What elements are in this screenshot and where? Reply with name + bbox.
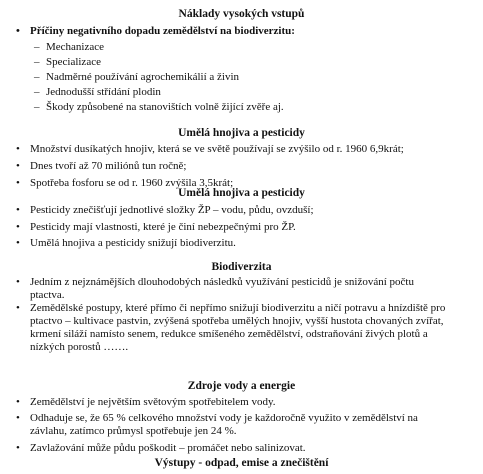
dash-icon: – xyxy=(34,71,40,83)
bullet-icon: • xyxy=(16,302,20,314)
list-item xyxy=(16,143,470,156)
list-item xyxy=(16,442,470,455)
item-text: Nadměrné používání agrochemikálií a živin xyxy=(46,71,240,83)
item-text: Jedním z nejznámějších dlouhodobých následků využívání pesticidů je snižování počtu ptactva. xyxy=(30,276,414,301)
item-text: Škody způsobené na stanovištích volně žijící zvěře aj. xyxy=(46,101,284,113)
sub-list-item xyxy=(34,86,466,99)
item-text: Pesticidy mají vlastnosti, které je činí nebezpečnými pro ŽP. xyxy=(30,221,296,233)
dash-icon: – xyxy=(34,41,40,53)
list-item xyxy=(16,412,450,438)
bullet-icon: • xyxy=(16,396,20,408)
sub-list-item xyxy=(34,101,466,114)
item-text: Zavlažování může půdu poškodit – promáčet nebo salinizovat. xyxy=(30,442,306,454)
item-text: Spotřeba fosforu se od r. 1960 zvýšila 3,5krát; xyxy=(30,177,234,189)
section-title-biodiverzita: Biodiverzita xyxy=(211,261,272,273)
section-title-naklady: Náklady vysokých vstupů xyxy=(178,8,305,20)
bullet-icon: • xyxy=(16,177,20,189)
dash-icon: – xyxy=(34,101,40,113)
list-item xyxy=(16,160,470,173)
bullet-icon: • xyxy=(16,160,20,172)
list-item xyxy=(16,204,470,217)
item-text: Mechanizace xyxy=(46,41,105,53)
section-title-hnojiva: Umělá hnojiva a pesticidy xyxy=(178,127,305,139)
sub-list-item xyxy=(34,41,466,54)
item-text: Specializace xyxy=(46,56,101,68)
list-item xyxy=(16,302,450,354)
item-text: Množství dusíkatých hnojiv, která se ve světě používají se zvýšilo od r. 1960 6,9krát; xyxy=(30,143,404,155)
sub-list-item xyxy=(34,71,466,84)
item-text: Odhaduje se, že 65 % celkového množství vody je každoročně využito v zemědělství na závlahu, zatímco průmysl spotřebuje jen 24 %. xyxy=(30,412,418,437)
bullet-icon: • xyxy=(16,412,20,424)
section-title-zdroje: Zdroje vody a energie xyxy=(187,380,296,392)
item-text: Zemědělství je největším světovým spotřebitelem vody. xyxy=(30,396,276,408)
bullet-icon: • xyxy=(16,237,20,249)
item-text: Jednodušší střídání plodin xyxy=(46,86,161,98)
section-title-hnojiva-2: Umělá hnojiva a pesticidy xyxy=(178,187,305,199)
item-text: Příčiny negativního dopadu zemědělství na biodiverzitu: xyxy=(30,25,295,37)
bullet-icon: • xyxy=(16,25,20,37)
bullet-icon: • xyxy=(16,143,20,155)
bullet-icon: • xyxy=(16,276,20,288)
bullet-icon: • xyxy=(16,204,20,216)
item-text: Zemědělské postupy, které přímo či nepřímo snižují biodiverzitu a ničí potravu a hnízdiště pro ptactvo – kultivace pastvin, zvýšená spotřeba umělých hnojiv, vyšší hustota chovaných zvířat, krmení siláží namísto senem, redukce smíšeného zemědělství, odstraňování živých plotů a nízkých porostů ……. xyxy=(30,302,446,353)
dash-icon: – xyxy=(34,56,40,68)
bullet-icon: • xyxy=(16,442,20,454)
list-item xyxy=(16,221,470,234)
item-text: Umělá hnojiva a pesticidy snižují biodiverzitu. xyxy=(30,237,236,249)
sub-list-item xyxy=(34,56,466,69)
list-item xyxy=(16,276,445,302)
list-item xyxy=(16,237,470,250)
item-text: Pesticidy znečišťují jednotlivé složky ŽP – vodu, půdu, ovzduší; xyxy=(30,204,314,216)
list-item-intro xyxy=(16,25,470,38)
dash-icon: – xyxy=(34,86,40,98)
bullet-icon: • xyxy=(16,221,20,233)
list-item xyxy=(16,396,470,409)
item-text: Dnes tvoří až 70 miliónů tun ročně; xyxy=(30,160,187,172)
section-title-vystupy: Výstupy - odpad, emise a znečištění xyxy=(154,457,329,469)
